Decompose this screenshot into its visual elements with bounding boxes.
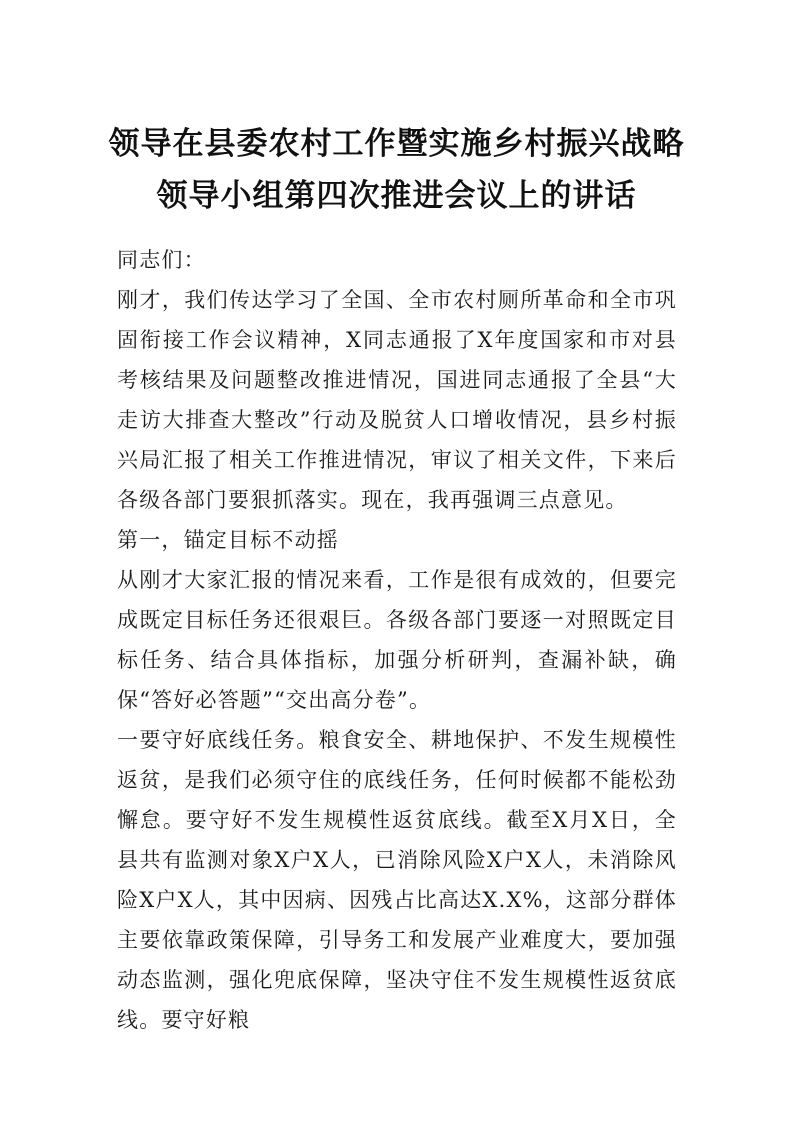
- salutation: 同志们：: [117, 248, 206, 272]
- paragraph-bottom-line: 一要守好底线任务。粮食安全、耕地保护、不发生规模性返贫，是我们必须守住的底线任务，任何时候都不能松劲懈怠。要守好不发生规模性返贫底线。截至X月X日，全县共有监测对象X户X人，已消除风险X户X人，未消除风险X户X人，其中因病、因残占比高达X.X%，这部分群体主要依靠政策保障，引导务工和发展产业难度大，要加强动态监测，强化兜底保障，坚决守住不发生规模性返贫底线。要守好粮: [117, 728, 678, 1032]
- title-line-2: 领导小组第四次推进会议上的讲话: [156, 178, 637, 214]
- document-body: [117, 240, 677, 1040]
- title-line-1: 领导在县委农村工作暨实施乡村振兴战略: [108, 126, 685, 162]
- paragraph-section-1: 从刚才大家汇报的情况来看，工作是很有成效的，但要完成既定目标任务还很艰巨。各级各部门要逐一对照既定目标任务、结合具体指标，加强分析研判，查漏补缺，确保“答好必答题”“交出高分卷”。: [117, 568, 677, 712]
- section-heading-1: 第一，锚定目标不动摇: [117, 528, 339, 552]
- document-title: [0, 118, 793, 222]
- paragraph-intro: 刚才，我们传达学习了全国、全市农村厕所革命和全市巩固衔接工作会议精神，X同志通报了X年度国家和市对县考核结果及问题整改推进情况，国进同志通报了全县“大走访大排查大整改”行动及脱贫人口增收情况，县乡村振兴局汇报了相关工作推进情况，审议了相关文件，下来后各级各部门要狠抓落实。现在，我再强调三点意见。: [117, 288, 677, 512]
